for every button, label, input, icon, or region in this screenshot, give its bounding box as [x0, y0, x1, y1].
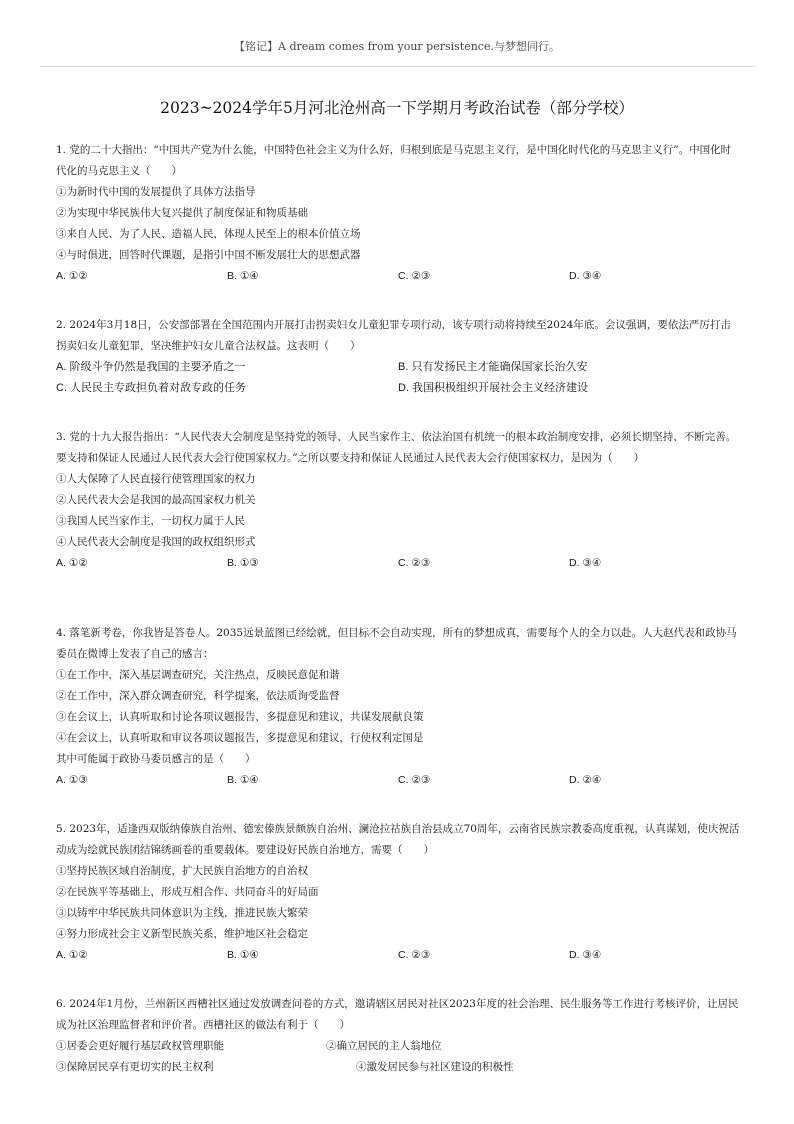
- option-statement: ②确立居民的主人翁地位: [326, 1040, 442, 1052]
- choice-d[interactable]: D. ③④: [569, 557, 602, 569]
- question-prompt: 其中可能属于政协马委员感言的是（ ）: [56, 753, 256, 765]
- question-stem: 3. 党的十九大报告指出：“人民代表大会制度是坚持党的领导、人民当家作主、依法治国有机统一的根本政治制度安排，必须长期坚持、不断完善。要支持和保证人民通过人民代表大会行使国家权力。”之所以要支持和保证人民通过人民代表大会行使国家权力，是因为（ ）: [56, 431, 737, 464]
- choice-b[interactable]: B. ①③: [227, 557, 259, 569]
- question-stem: 5. 2023年，适逢西双版纳傣族自治州、德宏傣族景颇族自治州、澜沧拉祜族自治县成立70周年，云南省民族宗教委高度重视，认真谋划，使庆祝活动成为绘就民族团结锦绣画卷的重要载体。要建设好民族自治地方，需要（ ）: [56, 823, 740, 856]
- choice-b[interactable]: B. 只有发扬民主才能确保国家长治久安: [398, 361, 588, 373]
- header-divider: [40, 66, 756, 67]
- option-statement: ④人民代表大会制度是我国的政权组织形式: [56, 536, 256, 548]
- exam-title: 2023~2024学年5月河北沧州高一下学期月考政治试卷（部分学校）: [160, 99, 634, 117]
- option-statement: ①在工作中，深入基层调查研究，关注热点，反映民意促和谐: [56, 669, 340, 681]
- question-stem: 1. 党的二十大指出：“中国共产党为什么能，中国特色社会主义为什么好，归根到底是马克思主义行，是中国化时代化的马克思主义行”。中国化时代化的马克思主义（ ）: [56, 144, 732, 177]
- choice-d[interactable]: D. ③④: [569, 949, 602, 961]
- option-statement: ②在民族平等基础上，形成互相合作、共同奋斗的好局面: [56, 886, 319, 898]
- question-3: [56, 427, 740, 574]
- page-header: 【铭记】A dream comes from your persistence.与梦想同行。: [234, 40, 560, 53]
- question-6: [56, 994, 740, 1078]
- option-row: [56, 1057, 740, 1078]
- choice-b[interactable]: B. ①④: [227, 270, 259, 282]
- option-statement: ②在工作中，深入群众调查研究，科学提案，依法质询受监督: [56, 690, 340, 702]
- option-statement: ①为新时代中国的发展提供了具体方法指导: [56, 186, 256, 198]
- option-statement: ①居委会更好履行基层政权管理职能: [56, 1040, 224, 1052]
- question-4: [56, 623, 740, 791]
- choice-a[interactable]: A. 阶级斗争仍然是我国的主要矛盾之一: [56, 361, 246, 373]
- choice-a[interactable]: A. ①②: [56, 270, 88, 282]
- answer-choices: [56, 945, 740, 966]
- answer-choices: [56, 266, 740, 287]
- question-stem: 4. 落笔新考卷，你我皆是答卷人。2035远景蓝图已经绘就，但目标不会自动实现，所有的梦想成真，需要每个人的全力以赴。人大赵代表和政协马委员在微博上发表了自己的感言：: [56, 627, 737, 660]
- choice-a[interactable]: A. ①②: [56, 949, 88, 961]
- choice-c[interactable]: C. 人民民主专政担负着对敌专政的任务: [56, 382, 247, 394]
- option-statement: ④在会议上，认真听取和审议各项议题报告，多提意见和建议，行使权利定国是: [56, 732, 424, 744]
- option-statement: ④激发居民参与社区建设的积极性: [356, 1061, 514, 1073]
- question-stem: 6. 2024年1月份，兰州新区西槽社区通过发放调查问卷的方式，邀请辖区居民对社区2023年度的社会治理、民生服务等工作进行考核评价，让居民成为社区治理监督者和评价者。西槽社区的做法有利于（ ）: [56, 998, 739, 1031]
- choice-c[interactable]: C. ②③: [398, 774, 431, 786]
- option-statement: ④与时俱进，回答时代课题，是指引中国不断发展壮大的思想武器: [56, 249, 361, 261]
- choice-d[interactable]: D. ③④: [569, 270, 602, 282]
- option-statement: ②人民代表大会是我国的最高国家权力机关: [56, 494, 256, 506]
- option-row: [56, 1036, 740, 1057]
- choice-b[interactable]: B. ①④: [227, 949, 259, 961]
- choice-a[interactable]: A. ①②: [56, 557, 88, 569]
- option-statement: ③来自人民、为了人民、造福人民，体现人民至上的根本价值立场: [56, 228, 361, 240]
- choice-a[interactable]: A. ①③: [56, 774, 88, 786]
- choice-b[interactable]: B. ①④: [227, 774, 259, 786]
- question-5: [56, 819, 740, 966]
- question-1: [56, 140, 740, 287]
- choice-d[interactable]: D. 我国积极组织开展社会主义经济建设: [398, 382, 589, 394]
- option-statement: ③在会议上，认真听取和讨论各项议题报告，多提意见和建议，共谋发展献良策: [56, 711, 424, 723]
- question-2: [56, 315, 740, 399]
- option-statement: ④努力形成社会主义新型民族关系，维护地区社会稳定: [56, 928, 308, 940]
- option-statement: ②为实现中华民族伟大复兴提供了制度保证和物质基础: [56, 207, 308, 219]
- option-statement: ③我国人民当家作主，一切权力属于人民: [56, 515, 245, 527]
- answer-choices: [56, 357, 740, 399]
- choice-c[interactable]: C. ②③: [398, 557, 431, 569]
- option-statement: ①人大保障了人民直接行使管理国家的权力: [56, 473, 256, 485]
- choice-c[interactable]: C. ②③: [398, 270, 431, 282]
- answer-choices: [56, 770, 740, 791]
- choice-c[interactable]: C. ②③: [398, 949, 431, 961]
- option-statement: ①坚持民族区域自治制度，扩大民族自治地方的自治权: [56, 865, 308, 877]
- option-statement: ③以铸牢中华民族共同体意识为主线，推进民族大繁荣: [56, 907, 308, 919]
- answer-choices: [56, 553, 740, 574]
- option-statement: ③保障居民享有更切实的民主权利: [56, 1061, 214, 1073]
- question-stem: 2. 2024年3月18日，公安部部署在全国范围内开展打击拐卖妇女儿童犯罪专项行动，该专项行动将持续至2024年底。会议强调，要依法严厉打击拐卖妇女儿童犯罪，坚决维护妇女儿童合法权益。这表明（ ）: [56, 319, 731, 352]
- choice-d[interactable]: D. ②④: [569, 774, 602, 786]
